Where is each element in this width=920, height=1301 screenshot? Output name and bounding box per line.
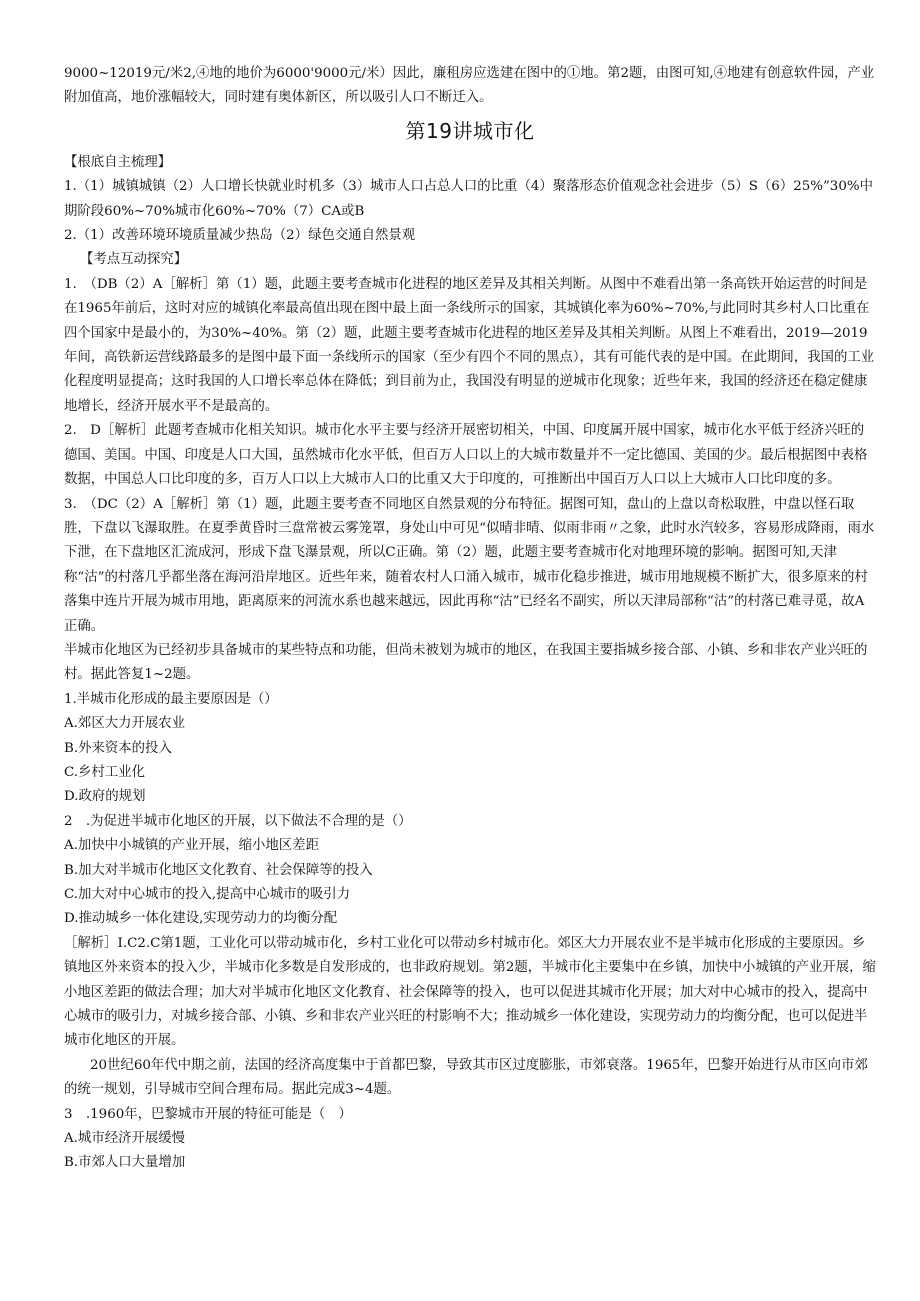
answer-item-2: 2.（1）改善环境环境质量减少热岛（2）绿色交通自然景观 [64, 228, 416, 244]
question-3-option-a: A.城市经济开展缓慢 [64, 1131, 186, 1147]
question-intro-3-4: 20世纪60年代中期之前，法国的经济高度集中于首都巴黎，导致其市区过度膨胀，市郊衰落。1965年，巴黎开始进行从市区向市郊的统一规划，引导城市空间合理布局。据此完成3~4题。 [64, 1057, 868, 1098]
question-3-option-b: B.市郊人口大量增加 [64, 1155, 186, 1171]
question-1-option-a: A.郊区大力开展农业 [64, 716, 186, 732]
question-2: 2 .为促进半城市化地区的开展，以下做法不合理的是（） [64, 813, 412, 829]
question-3: 3 .1960年，巴黎城市开展的特征可能是（ ） [64, 1106, 352, 1122]
question-1-option-b: B.外来资本的投入 [64, 740, 172, 756]
answer-item-1: 1.（1）城镇城镇（2）人口增长快就业时机多（3）城市人口占总人口的比重（4）聚落形态价值观念社会进步（5）S（6）25%”30%中期阶段60%~70%城市化60%~70%（7）CA或B [64, 179, 873, 219]
question-1-option-c: C.乡村工业化 [64, 764, 145, 780]
explanation-1: 1. （DB（2）A［解析］第（1）题，此题主要考查城市化进程的地区差异及其相关判断。从图中不难看出第一条高铁开始运营的时间是在1965年前后，这时对应的城镇化率最高值出现在图中最上面一条线所示的国家，其城镇化率为60%~70%,与此同时其乡村人口比重在四个国家中是最小的，为30%~40%。第（2）题，此题主要考查城市化进程的地区差异及其相关判断。从图上不难看出，2019—2019年间，高铁新运营线路最多的是图中最下面一条线所示的国家（至少有四个不同的黑点），其有可能代表的是中国。在此期间，我国的工业化程度明显提高；这时我国的人口增长率总体在降低；到目前为止，我国没有明显的逆城市化现象；近些年来，我国的经济还在稳定健康地增长，经济开展水平不是最高的。 [64, 276, 875, 414]
question-2-option-d: D.推动城乡一体化建设,实现劳动力的均衡分配 [64, 911, 338, 927]
section-heading-basics: 【根底自主梳理】 [64, 154, 172, 170]
question-1: 1.半城市化形成的最主要原因是（） [64, 691, 278, 707]
explanation-3: 3. （DC（2）A［解析］第（1）题，此题主要考查不同地区自然景观的分布特征。据图可知，盘山的上盘以奇松取胜，中盘以怪石取胜，下盘以飞瀑取胜。在夏季黄昏时三盘常被云雾笼罩，身处山中可见“似晴非晴、似雨非雨〃之象，此时水汽较多，容易形成降雨，雨水下泄，在下盘地区汇流成河，形成下盘飞瀑景观，所以C正确。第（2）题，此题主要考查城市化对地理环境的影响。据图可知,天津称“沽”的村落几乎都坐落在海河沿岸地区。近些年来，随着农村人口涌入城市，城市化稳步推进，城市用地规模不断扩大，很多原来的村落集中连片开展为城市用地，距离原来的河流水系也越来越远，因此再称“沽”已经名不副实，所以天津局部称“沽”的村落已难寻觅，故A正确。 [64, 496, 875, 634]
question-intro-1-2: 半城市化地区为已经初步具备城市的某些特点和功能，但尚未被划为城市的地区，在我国主要指城乡接合部、小镇、乡和非农产业兴旺的村。据此答复1~2题。 [64, 642, 868, 683]
continued-paragraph: 9000~12019元/米2,④地的地价为6000'9000元/米）因此，廉租房应选建在图中的①地。第2题，由图可知,④地建有创意软件园，产业附加值高，地价涨幅较大，同时建有奥体新区，所以吸引人口不断迁入。 [64, 66, 875, 106]
question-2-option-b: B.加大对半城市化地区文化教育、社会保障等的投入 [64, 862, 373, 878]
question-1-option-d: D.政府的规划 [64, 789, 146, 805]
answer-explanation-1-2: ［解析］I.C2.C第1题，工业化可以带动城市化，乡村工业化可以带动乡村城市化。郊区大力开展农业不是半城市化形成的主要原因。乡镇地区外来资本的投入少，半城市化多数是自发形成的，也非政府规划。第2题，半城市化主要集中在乡镇，加快中小城镇的产业开展，缩小地区差距的做法合理；加大对半城市化地区文化教育、社会保障等的投入，也可以促进其城市化开展；加大对中心城市的投入，提高中心城市的吸引力，对城乡接合部、小镇、乡和非农产业兴旺的村影响不大；推动城乡一体化建设，实现劳动力的均衡分配，也可以促进半城市化地区的开展。 [64, 935, 876, 1049]
question-2-option-c: C.加大对中心城市的投入,提高中心城市的吸引力 [64, 887, 351, 902]
question-2-option-a: A.加快中小城镇的产业开展，缩小地区差距 [64, 838, 319, 854]
explanation-2: 2. D［解析］此题考查城市化相关知识。城市化水平主要与经济开展密切相关，中国、印度属开展中国家，城市化水平低于经济兴旺的德国、美国。中国、印度是人口大国，虽然城市化水平低，但百万人口以上的大城市数量并不一定比德国、美国的少。最后根据图中表格数据，中国总人口比印度的多，百万人口以上大城市人口的比重又大于印度的，可推断出中国百万人口以上大城市人口比印度的多。 [64, 423, 868, 488]
lesson-title: 第19讲城市化 [405, 118, 535, 143]
section-heading-explore: 【考点互动探究】 [80, 252, 188, 268]
